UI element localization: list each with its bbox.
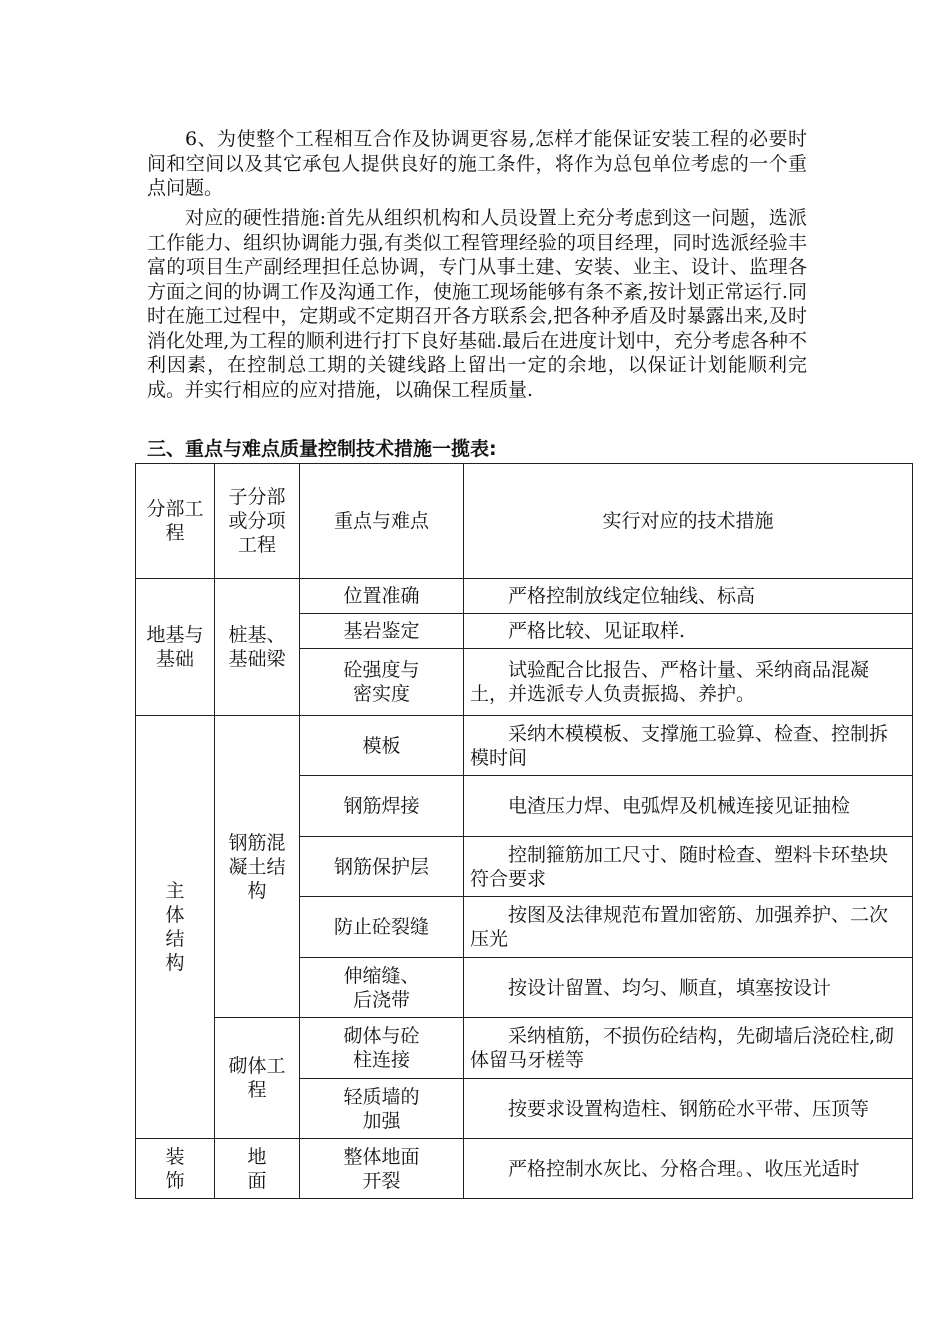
key-point-cell: 轻质墙的加强 (300, 1079, 464, 1139)
group-main-structure: 主体结构 (136, 716, 215, 1139)
key-point-cell: 钢筋保护层 (300, 837, 464, 897)
key-point-cell: 伸缩缝、后浇带 (300, 958, 464, 1018)
paragraph-coordination-issue: 6、为使整个工程相互合作及协调更容易,怎样才能保证安装工程的必要时间和空间以及其它承包人提供良好的施工条件，将作为总包单位考虑的一个重点问题。 (147, 128, 807, 199)
header-key-points: 重点与难点 (300, 464, 464, 579)
key-point-cell: 基岩鉴定 (300, 614, 464, 649)
measure-cell: 按设计留置、均匀、顺直，填塞按设计 (464, 958, 913, 1018)
table-header-row (136, 464, 913, 579)
subgroup-masonry: 砌体工程 (215, 1018, 300, 1139)
key-point-cell: 模板 (300, 716, 464, 776)
key-point-cell: 砌体与砼柱连接 (300, 1018, 464, 1079)
key-point-cell: 防止砼裂缝 (300, 897, 464, 958)
measure-cell: 试验配合比报告、严格计量、采纳商品混凝土，并选派专人负责振捣、养护。 (464, 649, 913, 716)
subgroup-pile: 桩基、基础梁 (215, 579, 300, 716)
measure-cell: 严格比较、见证取样. (464, 614, 913, 649)
measure-cell: 电渣压力焊、电弧焊及机械连接见证抽检 (464, 776, 913, 837)
key-point-cell: 整体地面开裂 (300, 1139, 464, 1199)
table-row (136, 579, 913, 614)
paragraph-measures: 对应的硬性措施:首先从组织机构和人员设置上充分考虑到这一问题，选派工作能力、组织协调能力强,有类似工程管理经验的项目经理，同时选派经验丰富的项目生产副经理担任总协调，专门从事土建、安装、业主、设计、监理各方面之间的协调工作及沟通工作，使施工现场能够有条不紊,按计划正常运行.同时在施工过程中，定期或不定期召开各方联系会,把各种矛盾及时暴露出来,及时消化处理,为工程的顺利进行打下良好基础.最后在进度计划中，充分考虑各种不利因素，在控制总工期的关键线路上留出一定的余地，以保证计划能顺利完成。并实行相应的应对措施，以确保工程质量. (147, 207, 807, 401)
table-row (136, 1139, 913, 1199)
header-subdivision: 子分部或分项工程 (215, 464, 300, 579)
group-foundation: 地基与基础 (136, 579, 215, 716)
table-row (136, 1018, 913, 1079)
measure-cell: 严格控制放线定位轴线、标高 (464, 579, 913, 614)
header-measures: 实行对应的技术措施 (464, 464, 913, 579)
measure-cell: 采纳木模模板、支撑施工验算、检查、控制拆模时间 (464, 716, 913, 776)
measure-cell: 按要求设置构造柱、钢筋砼水平带、压顶等 (464, 1079, 913, 1139)
table-row (136, 716, 913, 776)
measure-cell: 按图及法律规范布置加密筋、加强养护、二次压光 (464, 897, 913, 958)
group-decoration: 装饰 (136, 1139, 215, 1199)
subgroup-reinforced-concrete: 钢筋混凝土结构 (215, 716, 300, 1018)
key-point-cell: 位置准确 (300, 579, 464, 614)
measure-cell: 控制箍筋加工尺寸、随时检查、塑料卡环垫块符合要求 (464, 837, 913, 897)
key-point-cell: 钢筋焊接 (300, 776, 464, 837)
section-heading: 三、重点与难点质量控制技术措施一揽表: (147, 438, 497, 460)
measure-cell: 严格控制水灰比、分格合理。、收压光适时 (464, 1139, 913, 1199)
key-point-cell: 砼强度与密实度 (300, 649, 464, 716)
quality-control-table (135, 463, 913, 1199)
header-division: 分部工程 (136, 464, 215, 579)
measure-cell: 采纳植筋，不损伤砼结构，先砌墙后浇砼柱,砌体留马牙槎等 (464, 1018, 913, 1079)
subgroup-floor: 地面 (215, 1139, 300, 1199)
